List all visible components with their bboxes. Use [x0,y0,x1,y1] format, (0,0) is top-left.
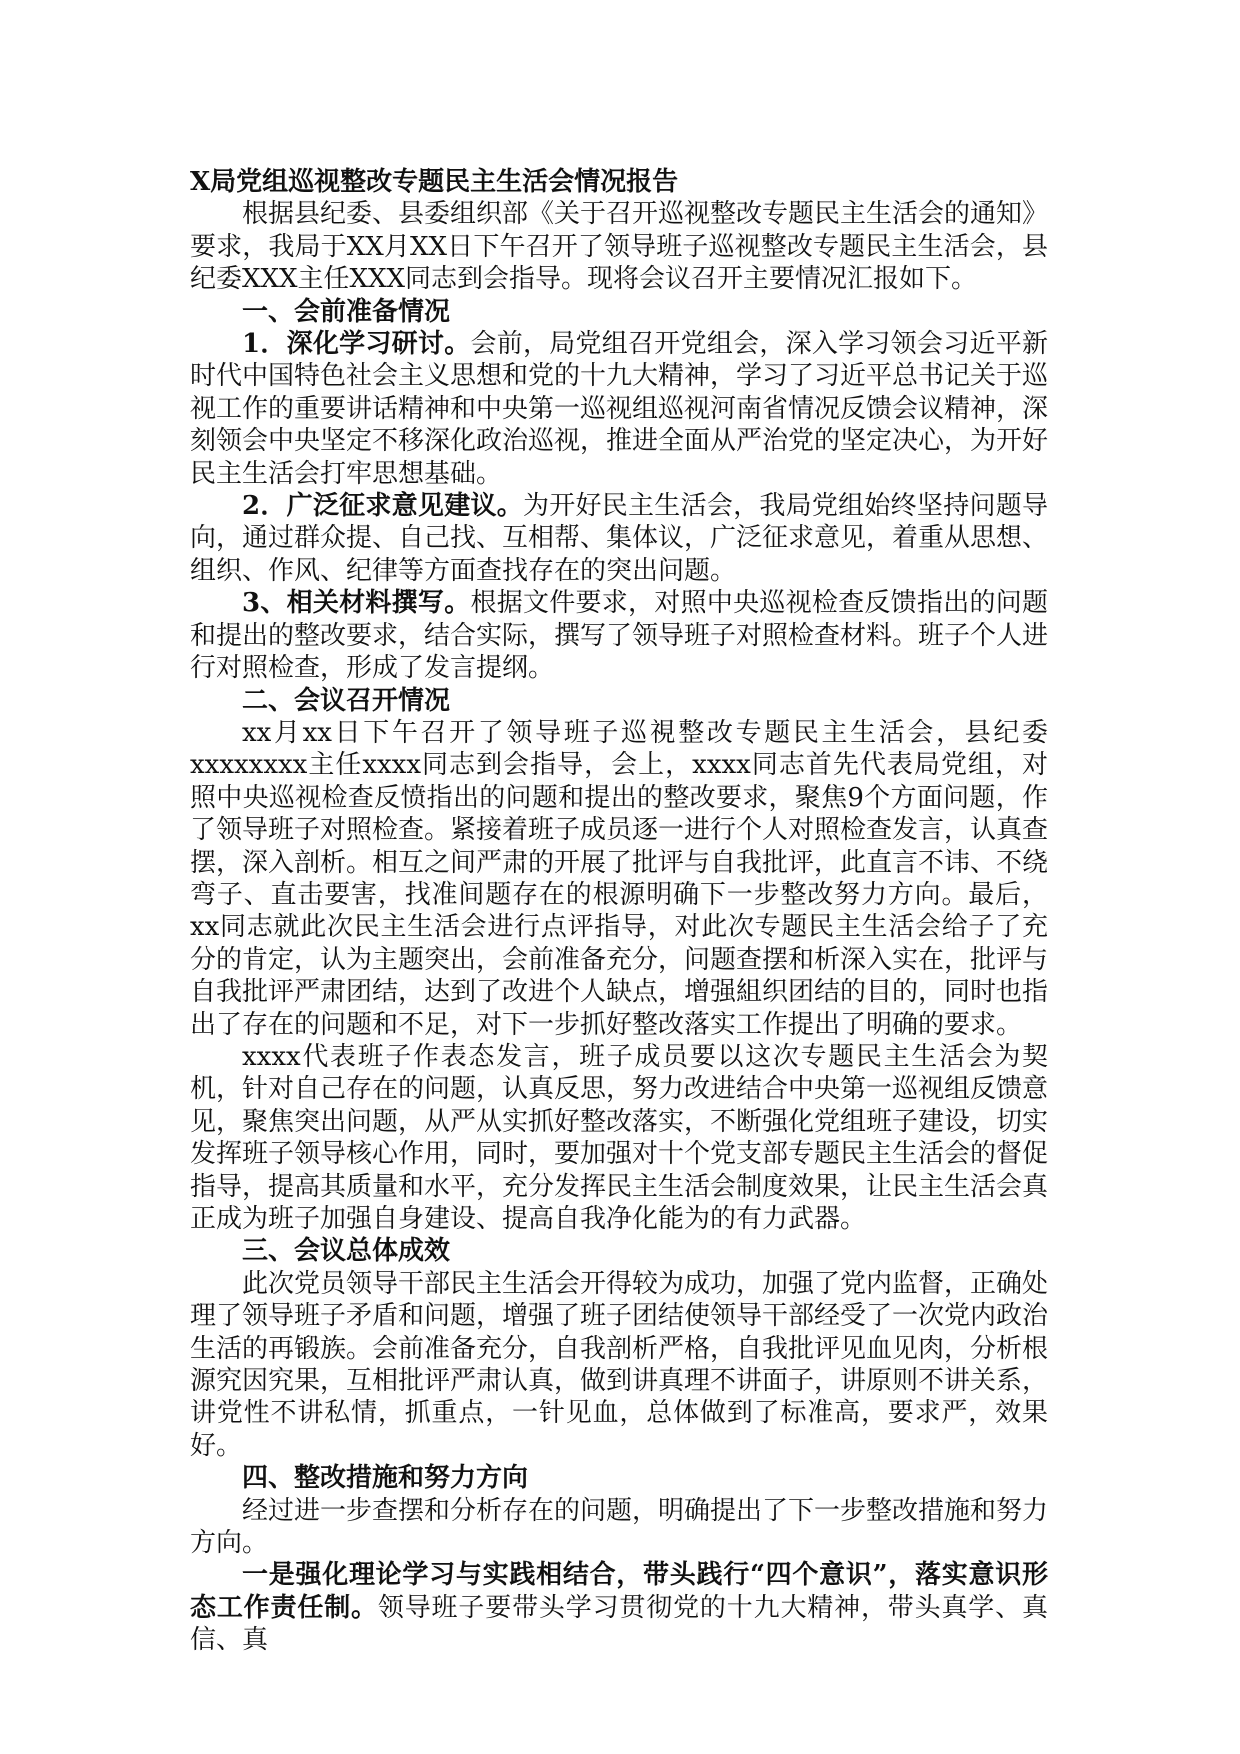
item-lead: 2．广泛征求意见建议。 [242,491,523,522]
section2-paragraph-1: xx月xx日下午召开了领导班子巡視整改专题民主生活会，县纪委xxxxxxxx主任xxxx同志到会指导，会上，xxxx同志首先代表局党组，对照中央巡视检查反愤指出的问题和提出的整改要求，聚焦9个方面问题，作了领导班子对照检查。紧接着班子成员逐一进行个人对照检查发言，认真查摆，深入剖析。相互之间严肃的开展了批评与自我批评，此直言不讳、不绕弯子、直击要害，找准间题存在的根源明确下一步整改努力方向。最后，xx同志就此次民主生活会进行点评指导，对此次专题民主生活会给子了充分的肯定，认为主题突出，会前准备充分，问题查摆和析深入实在，批评与自我批评严肃团结，达到了改进个人缺点，增强組织团结的目的，同时也指出了存在的问题和不足，对下一步抓好整改落实工作提出了明确的要求。 [190,717,1049,1040]
section-heading-1: 一、会前准备情况 [242,296,451,327]
section-heading-2: 二、会议召开情况 [242,685,451,716]
item-text: 会前，局党组召开党组会，深入学习领会习近平新时代中国特色社会主义思想和党的十九大精神，学习了习近平总书记关于巡视工作的重要讲话精神和中央第一巡视组巡视河南省情况反馈会议精神，深刻领会中央坚定不移深化政治巡视，推进全面从严治党的坚定决心，为开好民主生活会打牢思想基础。 [190,329,1049,489]
item-lead: 一是强化理论学习与实践相结合，带头践行“四个意识”，落实意识形态工作责任制。 [190,1560,1048,1623]
item-text: 为开好民主生活会，我局党组始终坚持问题导向，通过群众提、自己找、互相帮、集体议，广泛征求意见，着重从思想、组织、作风、纪律等方面查找存在的突出问题。 [190,491,1049,586]
section3-paragraph: 此次党员领导干部民主生活会开得较为成功，加强了党内监督，正确处理了领导班子矛盾和问题，增强了班子团结使领导干部经受了一次党内政治生活的再锻族。会前准备充分，自我剖析严格，自我批评见血见肉，分析根源究因究果，互相批评严肃认真，做到讲真理不讲面子，讲原则不讲关系，讲党性不讲私情，抓重点，一针见血，总体做到了标准高，要求严，效果好。 [190,1268,1049,1461]
section4-paragraph: 经过进一步查摆和分析存在的问题，明确提出了下一步整改措施和努力方向。 [190,1495,1049,1559]
intro-paragraph: 根据县纪委、县委组织部《关于召开巡视整改专题民主生活会的通知》要求，我局于XX月XX日下午召开了领导班子巡视整改专题民主生活会，县纪委XXX主任XXX同志到会指导。现将会议召开主要情况汇报如下。 [190,199,1049,295]
section2-paragraph-2: xxxx代表班子作表态发言，班子成员要以这次专题民主生活会为契机，针对自己存在的问题，认真反思，努力改进结合中央第一巡视组反馈意见，聚焦突出问题，从严从实抓好整改落实，不断强化党组班子建设，切实发挥班子领导核心作用，同时，要加强对十个党支部专题民主生活会的督促指导，提高其质量和水平，充分发挥民主生活会制度效果，让民主生活会真正成为班子加强自身建设、提高自我净化能为的有力武器。 [190,1041,1049,1234]
item-lead: 1．深化学习研讨。 [242,329,471,360]
section-heading-3: 三、会议总体成效 [242,1236,451,1267]
section-heading-4: 四、整改措施和努力方向 [242,1463,529,1494]
item-lead: 3、相关材料撰写。 [242,588,471,619]
section4-item-1 [190,1559,1048,1656]
item-text: 根据文件要求，对照中央巡视检查反馈指出的问题和提出的整改要求，结合实际，撰写了领导班子对照检查材料。班子个人进行对照检查，形成了发言提纲。 [190,588,1049,684]
document-title: X局党组巡视整改专题民主生活会情况报告 [190,167,679,197]
document-page [190,166,1048,1657]
item-text: 领导班子要带头学习贯彻党的十九大精神，带头真学、真信、真 [190,1592,1048,1656]
section1-item-1 [190,328,1048,490]
section1-item-3 [190,587,1048,684]
section1-item-2 [190,490,1048,587]
